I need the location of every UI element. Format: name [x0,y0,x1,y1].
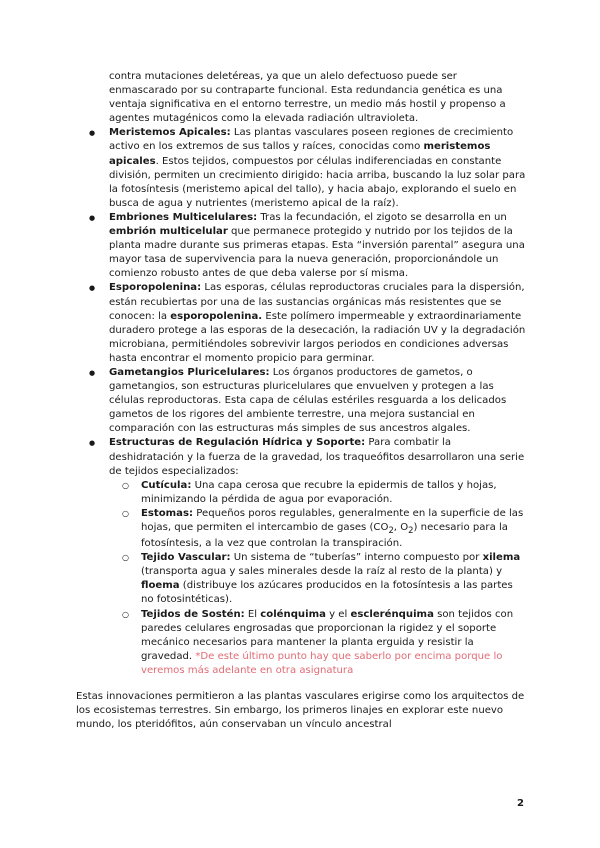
intro-continuation-paragraph: contra mutaciones deletéreas, ya que un alelo defectuoso puede ser enmascarado por su contraparte funcional. Esta redundancia genética es una ventaja significativa en el entorno terrestre, un medio más hostil y propenso a agentes mutagénicos como la elevada radiación ultravioleta. [109,71,506,125]
sosten-title: Tejidos de Sostén: [141,608,245,620]
meristemos-text-2: . Estos tejidos, compuestos por células indiferenciadas en constante división, permiten un crecimiento dirigido: hacia arriba, buscando la luz solar para la fotosíntesis (meristemo apical del tallo), y hacia abajo, explorando el suelo en busca de agua y nutrientes (meristemo apical de la raíz). [109,155,526,209]
document-body [76,70,528,732]
esporopolenina-text-1: Las esporas, células reproductoras cruciales para la dispersión, están recubiertas por una de las sustancias orgánicas más resistentes que se conocen: la [109,282,525,322]
vascular-title: Tejido Vascular: [141,552,231,564]
sublist-item-vascular [109,551,528,607]
list-item-meristemos [76,126,528,211]
gametangios-text-1: Los órganos productores de gametos, o gametangios, son estructuras pluricelulares que envuelven y protegen a las células reproductoras. Esta capa de células estériles resguarda a los delicados gametos de los rigores del ambiente terrestre, una mejora sustancial en comparación con las estructuras más simples de sus ancestros algales. [109,366,507,435]
cuticula-text: Una capa cerosa que recubre la epidermis de tallos y hojas, minimizando la pérdida de agua por evaporación. [141,479,497,505]
estomas-title: Estomas: [141,507,194,519]
estomas-text-2: , O [393,522,409,533]
cuticula-title: Cutícula: [141,479,192,491]
tissues-sublist [109,479,528,678]
vascular-text-2: (transporta agua y sales minerales desde la raíz al resto de la planta) y [141,566,503,578]
closing-paragraph: Estas innovaciones permitieron a las plantas vasculares erigirse como los arquitectos de los ecosistemas terrestres. Sin embargo, los primeros linajes en explorar este nuevo mundo, los pteridófitos, aún conservaban un vínculo ancestral [76,691,525,731]
meristemos-text-1: Las plantas vasculares poseen regiones de crecimiento activo en los extremos de sus tallos y raíces, conocidas como [109,127,514,153]
sublist-item-estomas [109,507,528,551]
esporopolenina-bold-term: esporopolenina. [170,310,263,322]
embriones-text-2: que permanece protegido y nutrido por los tejidos de la planta madre durante sus primeras etapas. Esta “inversión parental” asegura una mayor tasa de supervivencia para la nueva generación, proporcionándole un comienzo robusto antes de que deba valerse por sí misma. [109,226,525,280]
meristemos-bold-term: meristemos apicales [109,141,491,167]
vascular-text-1: Un sistema de “tuberías” interno compuesto por [230,552,483,564]
list-item-embriones [76,211,528,281]
estomas-text-3: ) necesario para la fotosíntesis, a la vez que controlan la transpiración. [141,522,508,550]
study-note: *De este último punto hay que saberlo por encima porque lo veremos más adelante en otra asignatura [141,650,503,676]
sosten-text-3: son tejidos con paredes celulares engrosadas que proporcionan la rigidez y el soporte mecánico necesarios para mantener la planta erguida y resistir la gravedad. [141,608,514,662]
list-item-estructuras [76,436,528,678]
list-item-gametangios [76,366,528,436]
sosten-text-1: El [244,608,261,620]
sosten-text-2: y el [325,608,351,620]
estomas-text-1: Pequeños poros regulables, generalmente en la superficie de las hojas, que permiten el intercambio de gases (CO [141,507,524,533]
estructuras-title: Estructuras de Regulación Hídrica y Soporte: [109,437,366,449]
xilema-term: xilema [482,552,521,564]
floema-term: floema [141,580,180,592]
sublist-item-sosten [109,608,528,678]
vascular-text-3: (distribuye los azúcares producidos en la fotosíntesis a las partes no fotosintéticas). [141,580,513,606]
meristemos-title: Meristemos Apicales: [109,127,231,139]
o2-subscript: 2 [408,525,414,536]
estructuras-text-1: Para combatir la deshidratación y la fuerza de la gravedad, los traqueófitos desarrollaron una serie de tejidos especializados: [109,437,525,477]
embriones-title: Embriones Multicelulares: [109,211,258,223]
esporopolenina-title: Esporopolenina: [109,282,202,294]
gametangios-title: Gametangios Pluricelulares: [109,366,270,378]
esporopolenina-text-2: Este polímero impermeable y extraordinariamente duradero protege a las esporas de la desecación, la radiación UV y la degradación microbiana, permitiéndoles sobrevivir largos periodos en condiciones adversas hasta encontrar el momento propicio para germinar. [109,310,526,364]
esclerenquima-term: esclerénquima [350,608,434,620]
embriones-text-1: Tras la fecundación, el zigoto se desarrolla en un [257,211,507,223]
page-number: 2 [517,798,524,809]
sublist-item-cuticula [109,479,528,507]
embriones-bold-term: embrión multicelular [109,226,228,238]
adaptations-list [76,126,528,678]
list-item-esporopolenina [76,281,528,366]
co2-subscript: 2 [388,525,394,536]
colenquima-term: colénquima [260,608,326,620]
